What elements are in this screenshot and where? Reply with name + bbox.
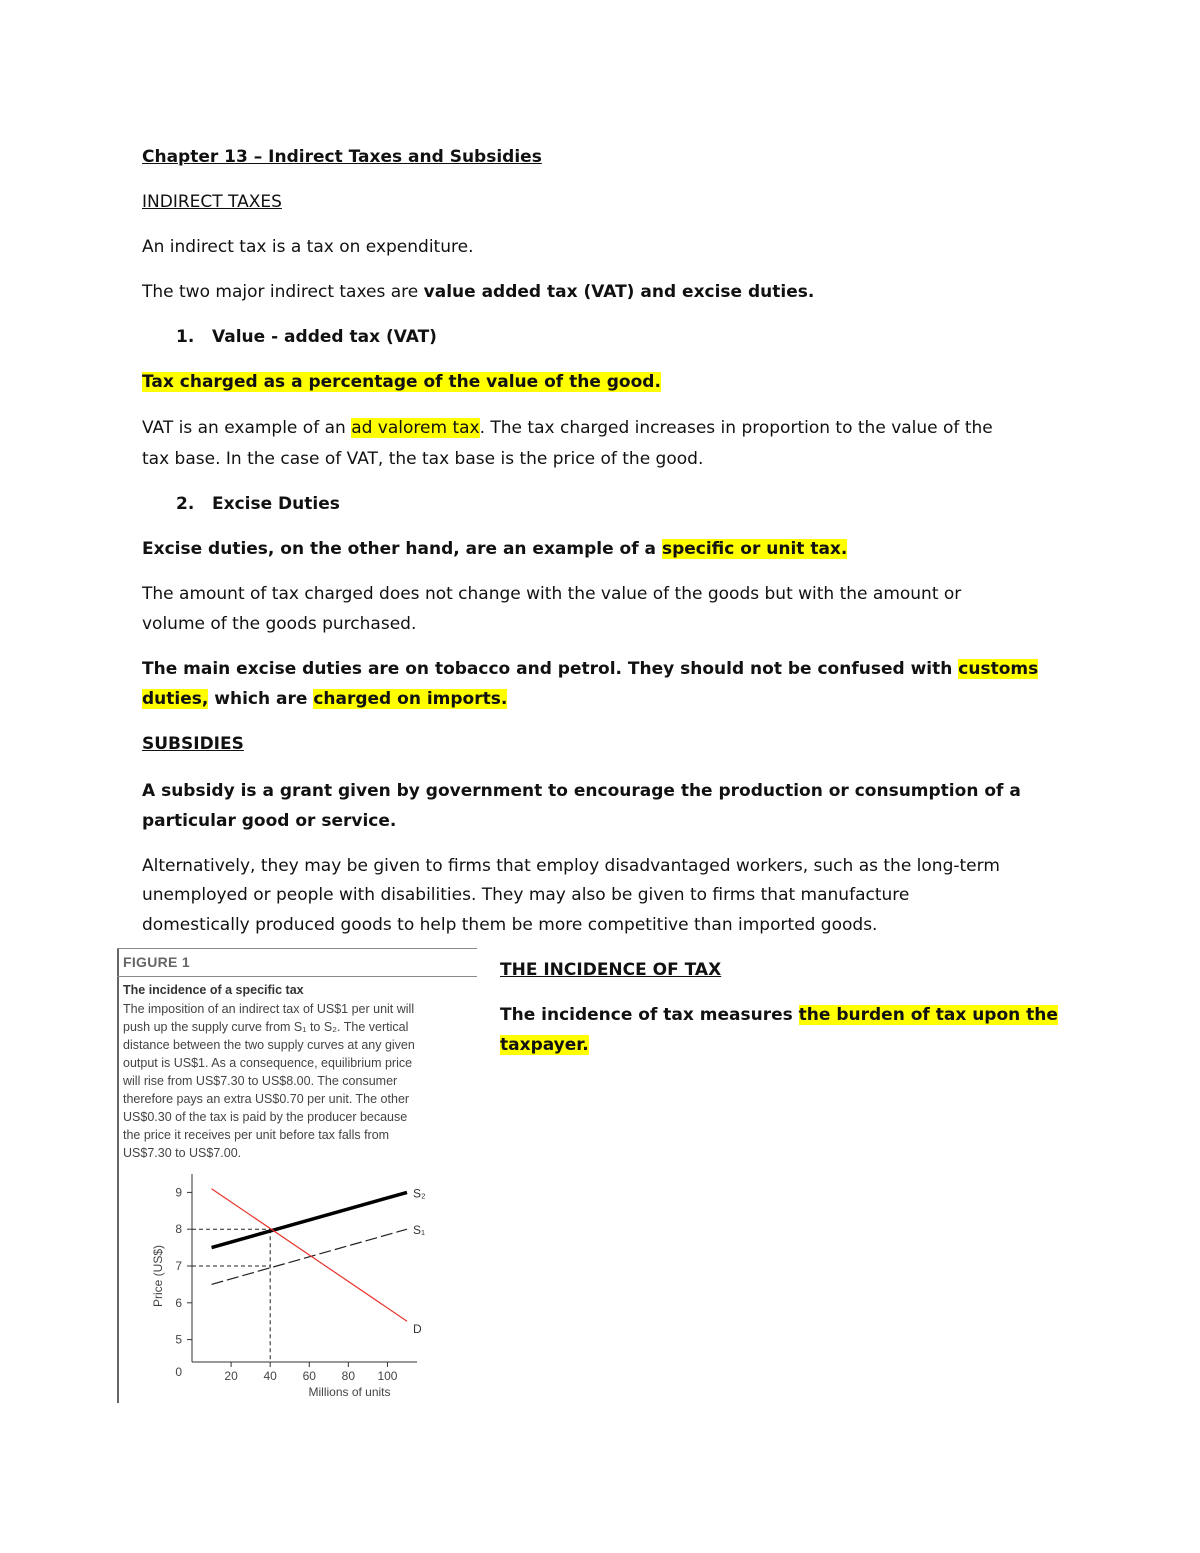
series-line-s2 — [212, 1192, 407, 1247]
burden-highlight: the burden of tax upon the — [798, 1005, 1058, 1025]
indirect-taxes-heading: INDIRECT TAXES — [142, 192, 282, 212]
x-tick-label: 20 — [224, 1369, 238, 1383]
figure-title: The incidence of a specific tax — [123, 983, 304, 997]
series-label: S₂ — [413, 1186, 426, 1201]
caption-line: push up the supply curve from S₁ to S₂. The vertical — [123, 1020, 409, 1034]
y-tick-label: 8 — [175, 1222, 182, 1237]
subsidy-alt-line2: unemployed or people with disabilities. They may also be given to firms that manufacture — [142, 885, 910, 905]
incidence-line2 — [500, 1030, 589, 1060]
x-tick-label: 100 — [377, 1369, 398, 1383]
caption-line: distance between the two supply curves at any given — [123, 1038, 415, 1052]
chapter-title: Chapter 13 – Indirect Taxes and Subsidies — [142, 147, 542, 167]
figure-1 — [117, 948, 477, 1403]
figure-sub-rule — [117, 976, 477, 977]
supply-demand-chart — [117, 1168, 477, 1403]
major-taxes-intro: The two major indirect taxes are — [142, 282, 424, 302]
excise-main-pre: The main excise duties are on tobacco and petrol. They should not be confused with — [142, 659, 959, 679]
vat-number: 1. — [176, 327, 195, 347]
vat-example-pre: VAT is an example of an — [142, 418, 352, 438]
vat-example-post: . The tax charged increases in proportion to the value of the — [479, 418, 993, 438]
customs-highlight: customs — [958, 659, 1039, 679]
unit-tax-highlight: specific or unit tax. — [661, 539, 848, 559]
y-tick-label: 9 — [175, 1185, 182, 1200]
incidence-line1 — [500, 1000, 1058, 1030]
x-tick-label: 40 — [263, 1369, 277, 1383]
series-line-demand — [212, 1189, 407, 1321]
x-tick-label: 80 — [341, 1369, 356, 1383]
caption-line: The imposition of an indirect tax of US$1 per unit will — [123, 1002, 415, 1016]
x-tick-label: 60 — [302, 1369, 316, 1383]
figure-caption — [123, 1000, 463, 1162]
figure-top-rule — [117, 948, 477, 949]
subsidies-heading: SUBSIDIES — [142, 734, 244, 754]
figure-label: FIGURE 1 — [123, 954, 190, 970]
series-label: D — [413, 1322, 422, 1337]
vat-heading-text: Value - added tax (VAT) — [212, 327, 437, 347]
caption-line: output is US$1. As a consequence, equilibrium price — [123, 1056, 413, 1070]
excise-intro — [142, 534, 847, 564]
excise-heading-text: Excise Duties — [212, 494, 340, 514]
vat-heading — [142, 322, 437, 352]
excise-main-line2 — [142, 684, 507, 714]
excise-number: 2. — [176, 494, 195, 514]
y-axis-label: Price (US$) — [151, 1244, 165, 1308]
subsidy-alt-line1: Alternatively, they may be given to firms that employ disadvantaged workers, such as the long-term — [142, 856, 1000, 876]
subsidy-alt-line3: domestically produced goods to help them be more competitive than imported goods. — [142, 915, 878, 935]
duties-highlight: duties, — [142, 689, 209, 709]
origin-label: 0 — [175, 1365, 182, 1379]
excise-amount-line2: volume of the goods purchased. — [142, 614, 417, 634]
major-taxes-bold: value added tax (VAT) and excise duties. — [423, 282, 815, 302]
caption-line: US$7.30 to US$7.00. — [123, 1146, 242, 1160]
y-tick-label: 6 — [175, 1295, 182, 1310]
vat-definition-highlight: Tax charged as a percentage of the value of the good. — [142, 372, 661, 392]
excise-heading — [142, 489, 340, 519]
subsidy-def-line2: particular good or service. — [142, 811, 397, 831]
major-taxes-line — [142, 277, 814, 307]
caption-line: US$0.30 of the tax is paid by the producer because — [123, 1110, 408, 1124]
x-axis-label: Millions of units — [308, 1385, 391, 1399]
caption-line: therefore pays an extra US$0.70 per unit. The other — [123, 1092, 410, 1106]
caption-line: the price it receives per unit before tax falls from — [123, 1128, 390, 1142]
imports-highlight: charged on imports. — [313, 689, 508, 709]
y-tick-label: 7 — [175, 1259, 182, 1273]
series-line-s1 — [212, 1229, 407, 1284]
series-label: S₁ — [413, 1223, 426, 1238]
caption-line: will rise from US$7.30 to US$8.00. The consumer — [123, 1074, 398, 1088]
excise-amount-line1: The amount of tax charged does not change with the value of the goods but with the amount or — [142, 584, 962, 604]
ad-valorem-highlight: ad valorem tax — [351, 418, 480, 438]
taxpayer-highlight: taxpayer. — [500, 1035, 589, 1055]
incidence-pre: The incidence of tax measures — [500, 1005, 799, 1025]
vat-definition — [142, 367, 661, 397]
excise-main-mid: which are — [208, 689, 314, 709]
incidence-heading: THE INCIDENCE OF TAX — [500, 960, 722, 980]
vat-example-line1 — [142, 413, 993, 443]
indirect-tax-definition: An indirect tax is a tax on expenditure. — [142, 237, 474, 257]
vat-example-line2: tax base. In the case of VAT, the tax base is the price of the good. — [142, 449, 704, 469]
y-tick-label: 5 — [175, 1332, 182, 1347]
subsidy-def-line1: A subsidy is a grant given by government to encourage the production or consumption of a — [142, 781, 1021, 801]
excise-intro-text: Excise duties, on the other hand, are an example of a — [142, 539, 662, 559]
excise-main-line1 — [142, 654, 1038, 684]
